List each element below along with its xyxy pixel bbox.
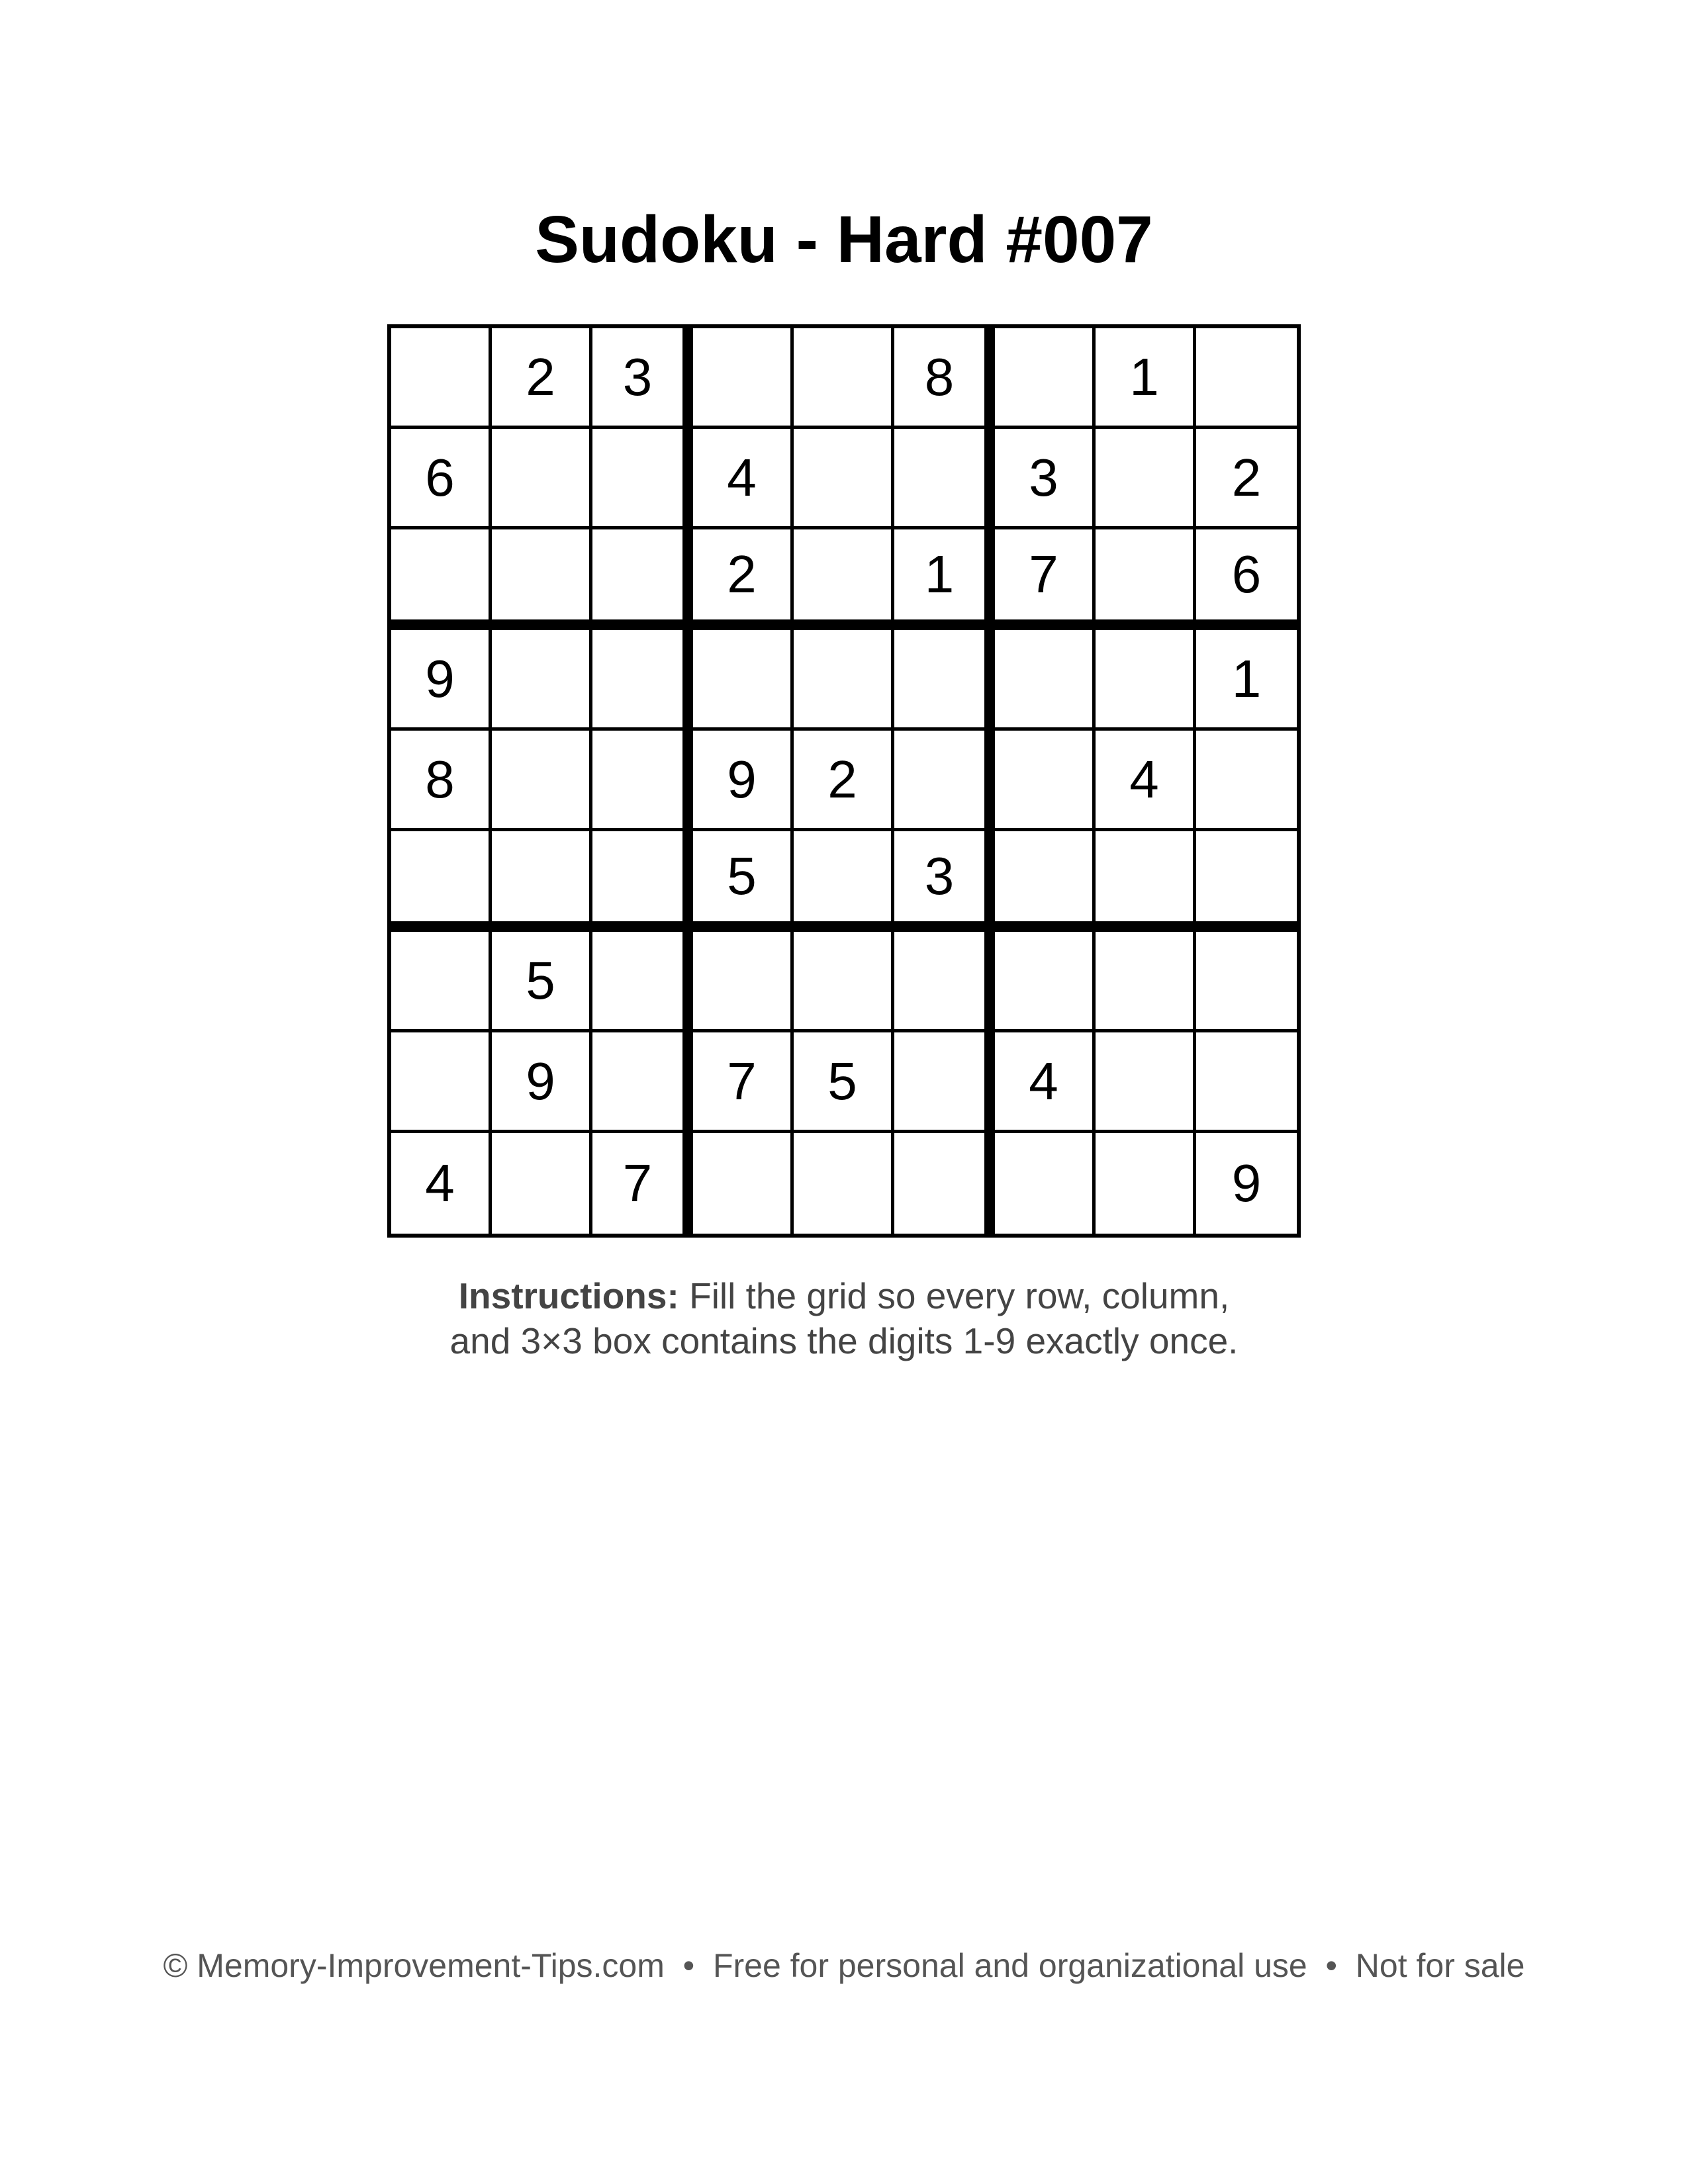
sudoku-grid (387, 324, 1301, 1238)
sudoku-cell-r1-c3[interactable]: 3 (592, 328, 693, 429)
sudoku-cell-r6-c3[interactable] (592, 831, 693, 932)
sudoku-cell-r9-c4[interactable] (693, 1133, 794, 1234)
sudoku-cell-r7-c1[interactable] (391, 932, 492, 1032)
instructions (0, 1273, 1688, 1363)
sudoku-cell-r4-c3[interactable] (592, 630, 693, 731)
sudoku-cell-r2-c2[interactable] (492, 429, 592, 529)
sudoku-cell-r8-c8[interactable] (1096, 1032, 1196, 1133)
sudoku-cell-r7-c9[interactable] (1196, 932, 1297, 1032)
sudoku-cell-r9-c7[interactable] (995, 1133, 1096, 1234)
sudoku-cell-r2-c9[interactable]: 2 (1196, 429, 1297, 529)
instructions-lead: Instructions: (458, 1275, 679, 1316)
sudoku-cell-r6-c5[interactable] (794, 831, 894, 932)
sudoku-cell-r8-c5[interactable]: 5 (794, 1032, 894, 1133)
sudoku-cell-r7-c4[interactable] (693, 932, 794, 1032)
sudoku-cell-r8-c1[interactable] (391, 1032, 492, 1133)
sudoku-cell-r9-c8[interactable] (1096, 1133, 1196, 1234)
instructions-line-2: and 3×3 box contains the digits 1-9 exactly once. (449, 1320, 1239, 1361)
sudoku-cell-r2-c1[interactable]: 6 (391, 429, 492, 529)
sudoku-cell-r1-c9[interactable] (1196, 328, 1297, 429)
sudoku-cell-r2-c8[interactable] (1096, 429, 1196, 529)
sudoku-cell-r7-c6[interactable] (894, 932, 995, 1032)
sudoku-cell-r5-c8[interactable]: 4 (1096, 731, 1196, 831)
sudoku-cell-r7-c3[interactable] (592, 932, 693, 1032)
sudoku-cell-r3-c1[interactable] (391, 529, 492, 630)
footer-sale: Not for sale (1355, 1947, 1525, 1984)
sudoku-cell-r2-c6[interactable] (894, 429, 995, 529)
sudoku-cell-r9-c1[interactable]: 4 (391, 1133, 492, 1234)
sudoku-cell-r5-c3[interactable] (592, 731, 693, 831)
sudoku-cell-r4-c9[interactable]: 1 (1196, 630, 1297, 731)
page-title: Sudoku - Hard #007 (535, 203, 1153, 277)
sudoku-cell-r3-c6[interactable]: 1 (894, 529, 995, 630)
sudoku-cell-r3-c8[interactable] (1096, 529, 1196, 630)
sudoku-cell-r4-c2[interactable] (492, 630, 592, 731)
sudoku-cell-r6-c7[interactable] (995, 831, 1096, 932)
sudoku-cell-r8-c4[interactable]: 7 (693, 1032, 794, 1133)
sudoku-cell-r2-c5[interactable] (794, 429, 894, 529)
sudoku-cell-r4-c1[interactable]: 9 (391, 630, 492, 731)
sudoku-cell-r8-c2[interactable]: 9 (492, 1032, 592, 1133)
sudoku-cell-r9-c9[interactable]: 9 (1231, 1154, 1262, 1212)
sudoku-cell-r3-c7[interactable]: 7 (995, 529, 1096, 630)
sudoku-cell-r6-c9[interactable] (1196, 831, 1297, 932)
sudoku-cell-r4-c5[interactable] (794, 630, 894, 731)
sudoku-cell-r6-c8[interactable] (1096, 831, 1196, 932)
sudoku-cell-r9-c2[interactable] (492, 1133, 592, 1234)
sudoku-cell-r5-c4[interactable]: 9 (693, 731, 794, 831)
sudoku-cell-r5-c1[interactable]: 8 (391, 731, 492, 831)
sudoku-cell-r4-c8[interactable] (1096, 630, 1196, 731)
sudoku-cell-r2-c3[interactable] (592, 429, 693, 529)
sudoku-cell-r5-c5[interactable]: 2 (794, 731, 894, 831)
sudoku-cell-r5-c6[interactable] (894, 731, 995, 831)
sudoku-cell-r8-c6[interactable] (894, 1032, 995, 1133)
sudoku-cell-r5-c7[interactable] (995, 731, 1096, 831)
sudoku-cell-r1-c1[interactable] (391, 328, 492, 429)
footer-usage: Free for personal and organizational use (712, 1947, 1307, 1984)
sudoku-cell-r7-c2[interactable]: 5 (492, 932, 592, 1032)
sudoku-cell-r3-c2[interactable] (492, 529, 592, 630)
sudoku-cell-r1-c2[interactable]: 2 (492, 328, 592, 429)
sudoku-cell-r8-c3[interactable] (592, 1032, 693, 1133)
sudoku-cell-r6-c6[interactable]: 3 (894, 831, 995, 932)
sudoku-cell-r3-c5[interactable] (794, 529, 894, 630)
sudoku-cell-r4-c6[interactable] (894, 630, 995, 731)
sudoku-cell-r1-c5[interactable] (794, 328, 894, 429)
sudoku-cell-r1-c6[interactable]: 8 (894, 328, 995, 429)
footer-separator-1: • (664, 1947, 713, 1984)
sudoku-cell-r6-c1[interactable] (391, 831, 492, 932)
sudoku-cell-r6-c2[interactable] (492, 831, 592, 932)
sudoku-cell-r5-c9[interactable] (1196, 731, 1297, 831)
sudoku-cell-r2-c7[interactable]: 3 (995, 429, 1096, 529)
sudoku-cell-r7-c5[interactable] (794, 932, 894, 1032)
footer-separator-2: • (1307, 1947, 1356, 1984)
sudoku-cell-r7-c8[interactable] (1096, 932, 1196, 1032)
sudoku-cell-r8-c9[interactable] (1196, 1032, 1297, 1133)
sudoku-cell-r7-c7[interactable] (995, 932, 1096, 1032)
footer-copyright: © Memory-Improvement-Tips.com (163, 1947, 665, 1984)
sudoku-cell-r1-c4[interactable] (693, 328, 794, 429)
sudoku-cell-r9-c5[interactable] (794, 1133, 894, 1234)
sudoku-cell-r2-c4[interactable]: 4 (693, 429, 794, 529)
sudoku-cell-r3-c4[interactable]: 2 (693, 529, 794, 630)
sudoku-cell-r8-c7[interactable]: 4 (995, 1032, 1096, 1133)
sudoku-cell-r9-c3[interactable]: 7 (592, 1133, 693, 1234)
sudoku-cell-r1-c7[interactable] (995, 328, 1096, 429)
sudoku-cell-r1-c8[interactable]: 1 (1096, 328, 1196, 429)
instructions-line-1: Fill the grid so every row, column, (679, 1275, 1230, 1316)
sudoku-cell-r4-c7[interactable] (995, 630, 1096, 731)
sudoku-cell-r3-c3[interactable] (592, 529, 693, 630)
sudoku-cell-r4-c4[interactable] (693, 630, 794, 731)
footer (0, 1946, 1688, 1985)
sudoku-cell-r5-c2[interactable] (492, 731, 592, 831)
sudoku-cell-r3-c9[interactable]: 6 (1196, 529, 1297, 630)
sudoku-cell-r6-c4[interactable]: 5 (693, 831, 794, 932)
sudoku-cell-r9-c6[interactable] (894, 1133, 995, 1234)
